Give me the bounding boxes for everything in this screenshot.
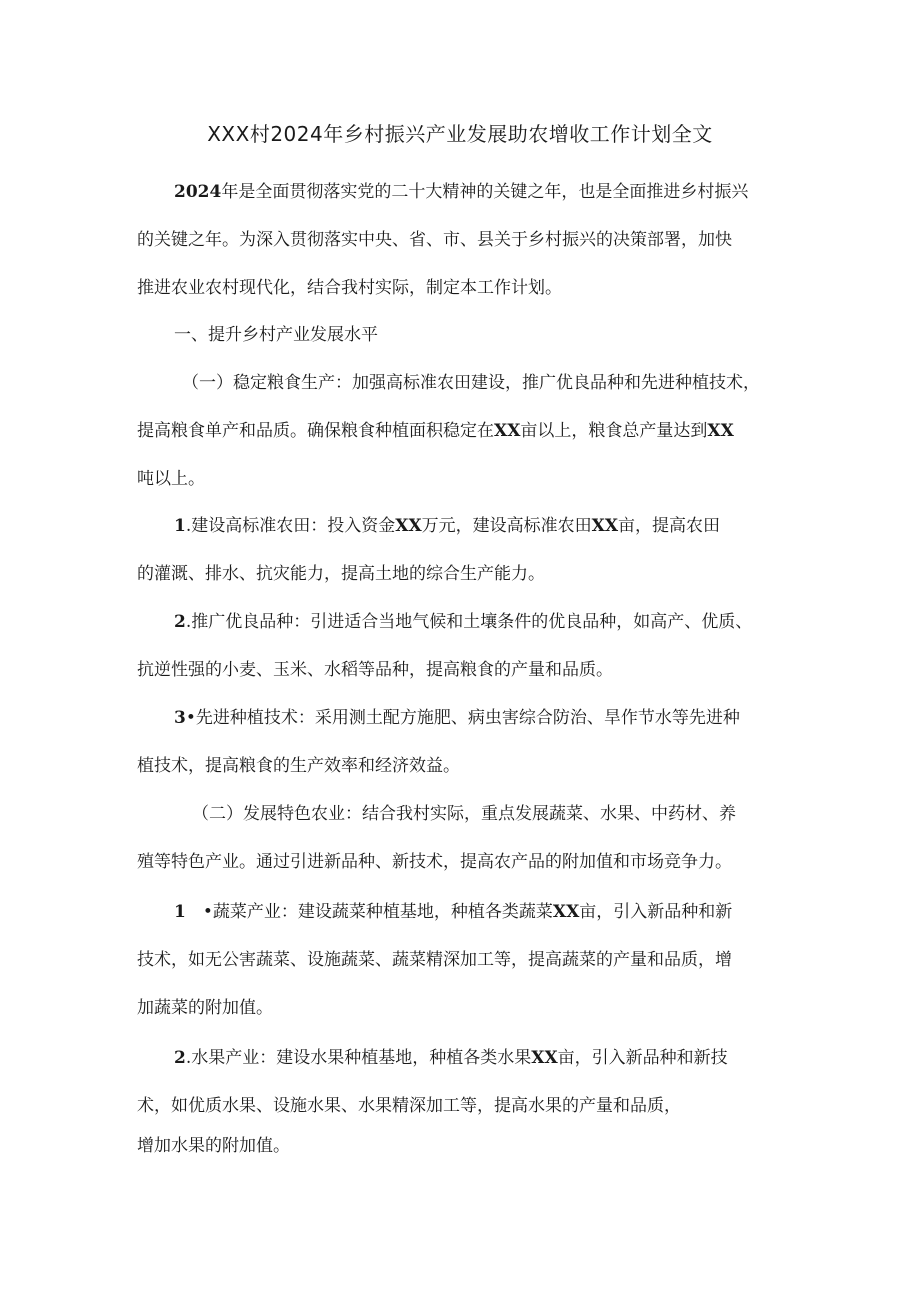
item-1-1-line-2: 的灌溉、排水、抗灾能力，提高土地的综合生产能力。: [137, 564, 545, 584]
subsection-2-paragraph: [137, 790, 797, 886]
item-2-2-line-1: 2.水果产业：建设水果种植基地，种植各类水果XX亩，引入新品种和新技: [174, 1048, 728, 1068]
item-2-1-line-1: 1 •蔬菜产业：建设蔬菜种植基地，种植各类蔬菜XX亩，引入新品种和新: [174, 902, 733, 922]
intro-paragraph: [137, 168, 797, 312]
subsection-1-paragraph: [137, 359, 797, 503]
sub-2-line-1: （二）发展特色农业：结合我村实际，重点发展蔬菜、水果、中药材、养: [192, 804, 736, 824]
item-2-2-line-3: 增加水果的附加值。: [137, 1136, 290, 1156]
item-1-1-paragraph: [137, 502, 797, 598]
item-1-3-paragraph: [137, 694, 797, 790]
intro-line-1: 2024年是全面贯彻落实党的二十大精神的关键之年，也是全面推进乡村振兴: [174, 182, 749, 202]
section-heading-1: [137, 311, 797, 359]
sub-1-line-1: （一）稳定粮食生产：加强高标准农田建设，推广优良品种和先进种植技术，: [182, 373, 760, 393]
item-2-2-line-2: 术，如优质水果、设施水果、水果精深加工等，提高水果的产量和品质，: [137, 1096, 681, 1116]
sub-2-line-2: 殖等特色产业。通过引进新品种、新技术，提高农产品的附加值和市场竞争力。: [137, 852, 732, 872]
sub-1-line-3: 吨以上。: [137, 469, 205, 489]
item-1-1-line-1: 1.建设高标准农田：投入资金XX万元，建设高标准农田XX亩，提高农田: [174, 516, 721, 536]
item-2-1-line-2: 技术，如无公害蔬菜、设施蔬菜、蔬菜精深加工等，提高蔬菜的产量和品质，增: [137, 950, 732, 970]
section-1-line-1: 一、提升乡村产业发展水平: [174, 325, 378, 345]
item-2-2-paragraph: [137, 1034, 797, 1162]
item-1-2-line-2: 抗逆性强的小麦、玉米、水稻等品种，提高粮食的产量和品质。: [137, 660, 613, 680]
intro-line-3: 推进农业农村现代化，结合我村实际，制定本工作计划。: [137, 278, 562, 298]
intro-line-2: 的关键之年。为深入贯彻落实中央、省、市、县关于乡村振兴的决策部署，加快: [137, 230, 732, 250]
document-title: XXX村2024年乡村振兴产业发展助农增收工作计划全文: [207, 122, 713, 146]
item-1-3-line-2: 植技术，提高粮食的生产效率和经济效益。: [137, 756, 460, 776]
item-1-2-paragraph: [137, 598, 797, 694]
sub-1-line-2: 提高粮食单产和品质。确保粮食种植面积稳定在XX亩以上，粮食总产量达到XX: [137, 421, 734, 441]
item-1-3-line-1: 3•先进种植技术：采用测土配方施肥、病虫害综合防治、旱作节水等先进种: [174, 708, 740, 728]
item-2-1-line-3: 加蔬菜的附加值。: [137, 998, 273, 1018]
item-2-1-paragraph: [137, 888, 797, 1032]
item-1-2-line-1: 2.推广优良品种：引进适合当地气候和土壤条件的优良品种，如高产、优质、: [174, 612, 753, 632]
